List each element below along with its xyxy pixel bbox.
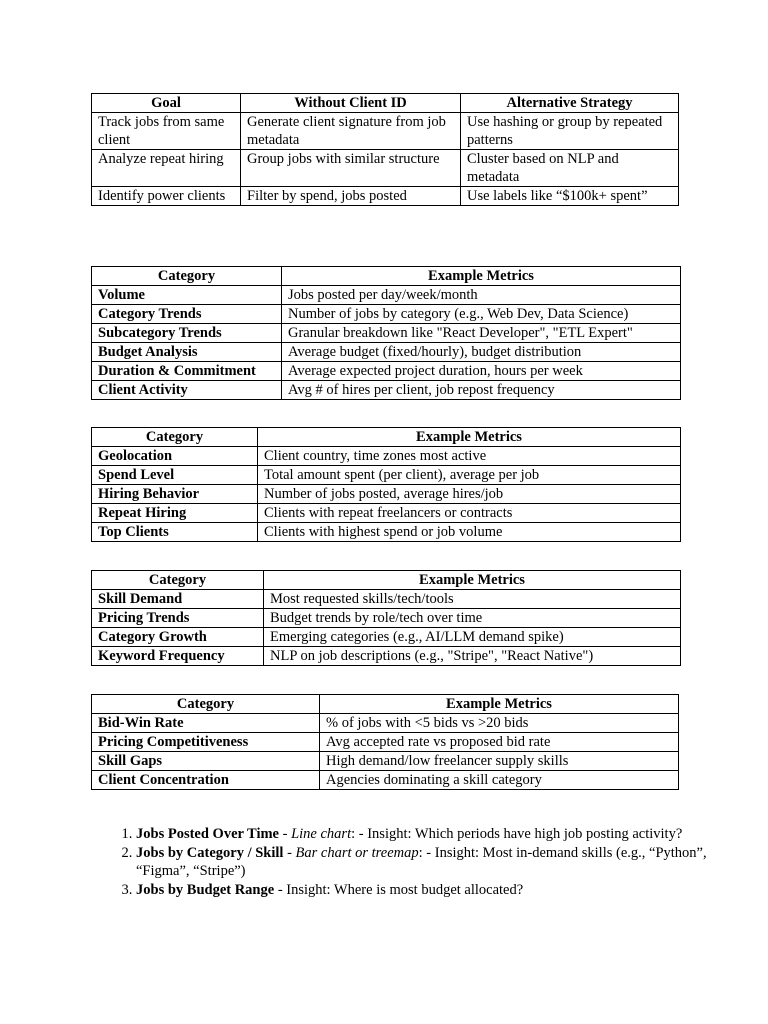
table-cell: Granular breakdown like "React Developer", "ETL Expert" (282, 324, 681, 343)
table-cell: Group jobs with similar structure (241, 150, 461, 187)
table-cell: Hiring Behavior (92, 485, 258, 504)
table-cell: High demand/low freelancer supply skills (320, 752, 679, 771)
table-row (92, 523, 681, 542)
list-item-chart: Line chart (291, 826, 352, 842)
list-item-separator: - (283, 844, 296, 861)
table-cell: Budget trends by role/tech over time (264, 609, 681, 628)
header-category: Category (92, 571, 264, 590)
table-cell: Total amount spent (per client), average per job (258, 466, 681, 485)
skill-metrics-table (91, 570, 681, 666)
table-cell: Bid-Win Rate (92, 714, 320, 733)
table-cell: Use hashing or group by repeated patterns (461, 113, 679, 150)
table-cell: Use labels like “$100k+ spent” (461, 187, 679, 206)
table-row (92, 628, 681, 647)
table-cell: Geolocation (92, 447, 258, 466)
table-cell: Most requested skills/tech/tools (264, 590, 681, 609)
table-cell: Budget Analysis (92, 343, 282, 362)
table-row (92, 343, 681, 362)
table-cell: Cluster based on NLP and metadata (461, 150, 679, 187)
table-cell: Avg accepted rate vs proposed bid rate (320, 733, 679, 752)
header-alternative-strategy: Alternative Strategy (461, 94, 679, 113)
header-example-metrics: Example Metrics (264, 571, 681, 590)
table-row (92, 150, 679, 187)
table-cell: Repeat Hiring (92, 504, 258, 523)
table-row (92, 590, 681, 609)
table-row (92, 647, 681, 666)
table-cell: Filter by spend, jobs posted (241, 187, 461, 206)
table-cell: Skill Demand (92, 590, 264, 609)
table-header-row (92, 428, 681, 447)
table-cell: Client country, time zones most active (258, 447, 681, 466)
table-cell: Pricing Competitiveness (92, 733, 320, 752)
table-cell: NLP on job descriptions (e.g., "Stripe", "React Native") (264, 647, 681, 666)
table-cell: Track jobs from same client (92, 113, 241, 150)
table-cell: Spend Level (92, 466, 258, 485)
table-cell: Average expected project duration, hours per week (282, 362, 681, 381)
table-cell: Pricing Trends (92, 609, 264, 628)
table-cell: Agencies dominating a skill category (320, 771, 679, 790)
client-metrics-table (91, 427, 681, 542)
table-row (92, 714, 679, 733)
table-row (92, 286, 681, 305)
market-metrics-table (91, 694, 679, 790)
table-cell: Generate client signature from job metadata (241, 113, 461, 150)
header-category: Category (92, 695, 320, 714)
list-item-title: Jobs by Budget Range (136, 881, 275, 898)
list-item-insight: : - Insight: Which periods have high job posting activity? (351, 826, 683, 842)
visualization-list (97, 825, 736, 899)
table-cell: Client Activity (92, 381, 282, 400)
header-category: Category (92, 267, 282, 286)
table-row (92, 381, 681, 400)
table-cell: Top Clients (92, 523, 258, 542)
list-item (136, 881, 736, 900)
table-row (92, 113, 679, 150)
table-row (92, 466, 681, 485)
list-item (136, 825, 736, 844)
table-row (92, 362, 681, 381)
table-cell: Clients with highest spend or job volume (258, 523, 681, 542)
header-goal: Goal (92, 94, 241, 113)
list-item-title: Jobs by Category / Skill (136, 844, 284, 861)
table-row (92, 771, 679, 790)
table-cell: Number of jobs posted, average hires/job (258, 485, 681, 504)
table-row (92, 305, 681, 324)
table-cell: Duration & Commitment (92, 362, 282, 381)
table-cell: Category Trends (92, 305, 282, 324)
list-item (136, 844, 736, 881)
table-row (92, 733, 679, 752)
table-cell: % of jobs with <5 bids vs >20 bids (320, 714, 679, 733)
table-cell: Keyword Frequency (92, 647, 264, 666)
table-cell: Clients with repeat freelancers or contracts (258, 504, 681, 523)
list-item-chart: Bar chart or treemap (295, 844, 419, 861)
table-cell: Average budget (fixed/hourly), budget distribution (282, 343, 681, 362)
table-header-row (92, 267, 681, 286)
table-cell: Emerging categories (e.g., AI/LLM demand spike) (264, 628, 681, 647)
table-cell: Number of jobs by category (e.g., Web Dev, Data Science) (282, 305, 681, 324)
table-row (92, 485, 681, 504)
header-example-metrics: Example Metrics (282, 267, 681, 286)
header-example-metrics: Example Metrics (320, 695, 679, 714)
table-cell: Category Growth (92, 628, 264, 647)
table-row (92, 447, 681, 466)
table-cell: Jobs posted per day/week/month (282, 286, 681, 305)
job-metrics-table (91, 266, 681, 400)
table-cell: Identify power clients (92, 187, 241, 206)
goals-table (91, 93, 679, 206)
header-category: Category (92, 428, 258, 447)
table-cell: Volume (92, 286, 282, 305)
table-header-row (92, 94, 679, 113)
table-header-row (92, 571, 681, 590)
header-without-client-id: Without Client ID (241, 94, 461, 113)
table-row (92, 609, 681, 628)
list-item-title: Jobs Posted Over Time (136, 826, 279, 842)
table-row (92, 504, 681, 523)
table-row (92, 752, 679, 771)
list-item-insight: : - Insight: Most in-demand skills (e.g., “Python”, “Figma”, “Stripe”) (136, 844, 707, 879)
table-cell: Client Concentration (92, 771, 320, 790)
list-item-separator: - (279, 826, 292, 842)
table-row (92, 187, 679, 206)
table-cell: Skill Gaps (92, 752, 320, 771)
table-header-row (92, 695, 679, 714)
list-item-insight: - Insight: Where is most budget allocated? (274, 881, 524, 898)
table-row (92, 324, 681, 343)
table-cell: Analyze repeat hiring (92, 150, 241, 187)
header-example-metrics: Example Metrics (258, 428, 681, 447)
table-cell: Avg # of hires per client, job repost frequency (282, 381, 681, 400)
table-cell: Subcategory Trends (92, 324, 282, 343)
